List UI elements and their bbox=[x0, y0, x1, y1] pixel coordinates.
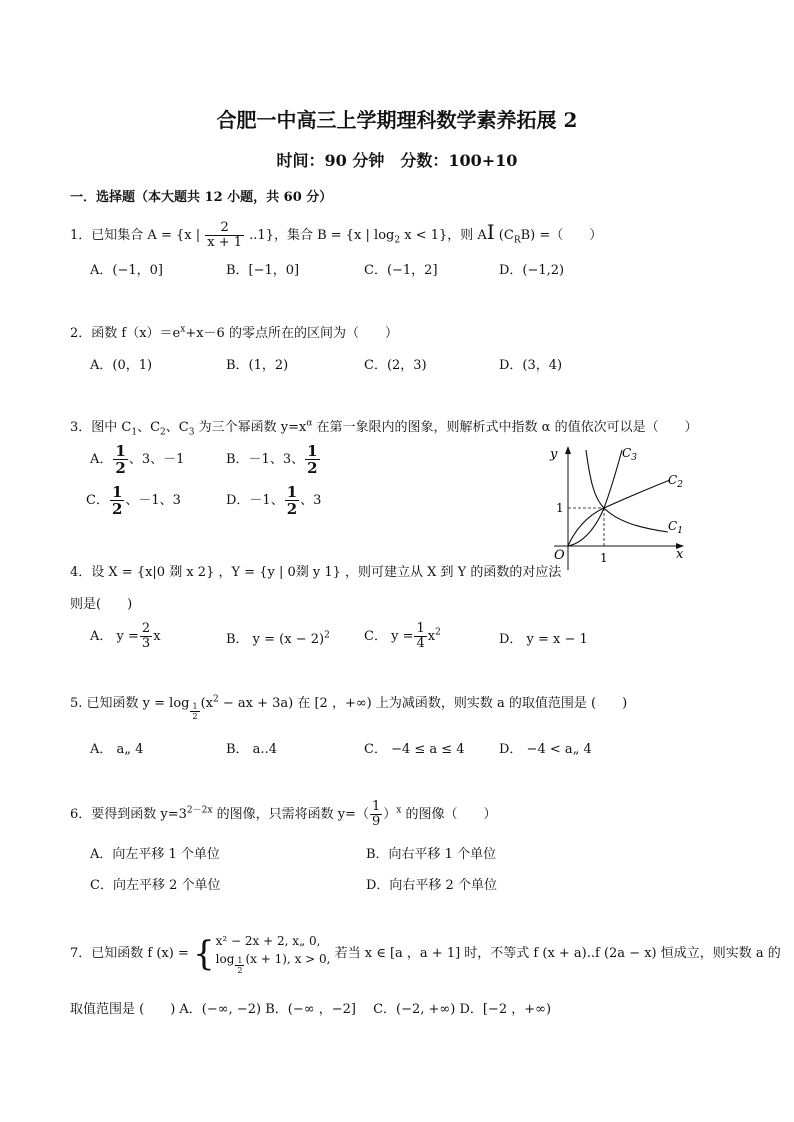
q3-opt-c-half bbox=[110, 484, 124, 517]
q3-opt-b-den: 2 bbox=[307, 459, 318, 477]
q3-opt-b-num: 1 bbox=[307, 442, 318, 460]
q3-option-d[interactable] bbox=[226, 484, 321, 517]
q4-opt-b-text: B． y = (x − 2) bbox=[226, 632, 325, 647]
q5-base-den: 2 bbox=[192, 712, 198, 721]
q5-option-a[interactable]: A． a„ 4 bbox=[90, 742, 144, 757]
q3-opt-a-half bbox=[113, 443, 127, 476]
q7-log-base bbox=[235, 956, 244, 975]
q7-piece-2-rest: (x + 1), x > 0, bbox=[245, 952, 331, 966]
q1-text-b: A = {x | bbox=[147, 228, 201, 243]
q2-text-a: 2．函数 f（x）＝e bbox=[70, 326, 181, 341]
q3-opt-d-rest: 、3 bbox=[300, 493, 322, 508]
q6-text-a: 6．要得到函数 y=3 bbox=[70, 807, 187, 822]
q5-option-c[interactable]: C． −4 ≤ a ≤ 4 bbox=[364, 742, 465, 757]
q3-exponent: α bbox=[306, 418, 313, 429]
graph-c2-label: $C_2$ bbox=[668, 473, 683, 490]
q3-opt-d-label: D．－1、 bbox=[226, 493, 284, 508]
q3-opt-d-den: 2 bbox=[286, 500, 298, 518]
q6-frac-num: 1 bbox=[371, 799, 381, 814]
q3-option-a[interactable] bbox=[90, 443, 184, 476]
q5-text-c: − ax + 3a) 在 [2 ，+∞) 上为减函数，则实数 a 的取值范围是 ( ) bbox=[218, 696, 628, 711]
q3-opt-a-label: A． bbox=[90, 452, 113, 467]
q3-sub-1: 1 bbox=[131, 427, 138, 438]
q4-opt-a-label: A． bbox=[90, 629, 113, 644]
q4-option-a[interactable] bbox=[90, 622, 161, 651]
q5-base-num: 1 bbox=[192, 702, 198, 711]
q4-option-b[interactable] bbox=[226, 628, 330, 647]
q6-option-a[interactable]: A．向左平移 1 个单位 bbox=[90, 847, 220, 862]
q3-option-b[interactable] bbox=[226, 443, 321, 476]
graph-x-one: 1 bbox=[600, 551, 608, 565]
q6-frac-den: 9 bbox=[371, 814, 381, 829]
q3-opt-c-den: 2 bbox=[111, 500, 123, 518]
q3-power-function-graph bbox=[530, 440, 690, 574]
q3-opt-d-half bbox=[285, 484, 299, 517]
q2-option-c[interactable]: C．(2，3) bbox=[364, 358, 427, 373]
q7-base-den: 2 bbox=[237, 966, 243, 975]
q3-text-e: 在第一象限内的图象，则解析式中指数 α 的值依次可以是（ ） bbox=[312, 420, 698, 435]
q1-text-a: 1．已知集合 bbox=[70, 228, 144, 243]
question-4-stem-line1: 4．设 X = {x|0 剟 x 2} ，Y = {y | 0剟 y 1} ，则可建立从 X 到 Y 的函数的对应法 bbox=[70, 565, 562, 580]
q6-sup2: x bbox=[396, 805, 402, 816]
q4-opt-c-post: x bbox=[427, 629, 436, 644]
q2-option-d[interactable]: D．(3，4) bbox=[499, 358, 563, 373]
q4-opt-c-label: C． bbox=[364, 629, 387, 644]
q7-base-num: 1 bbox=[237, 956, 243, 965]
q3-text-c: 、C bbox=[165, 420, 189, 435]
section-heading: 一．选择题（本大题共 12 小题，共 60 分） bbox=[70, 190, 333, 205]
question-5-stem bbox=[70, 692, 627, 721]
graph-x-label: x bbox=[676, 547, 684, 562]
q1-cap-symbol: I bbox=[486, 220, 495, 244]
q7-text-b: 若当 x ∈ [a ，a + 1] 时，不等式 f (x + a)..f (2a − x) 恒成立，则实数 a 的 bbox=[334, 946, 781, 961]
q3-opt-a-num: 1 bbox=[115, 442, 126, 460]
page-title: 合肥一中高三上学期理科数学素养拓展 2 bbox=[216, 108, 578, 132]
curve-c2 bbox=[568, 480, 670, 546]
q3-opt-b-label: B．－1、3、 bbox=[226, 452, 305, 467]
q5-text-a: 5. 已知函数 y = log bbox=[70, 696, 190, 711]
q4-opt-c-sup: 2 bbox=[435, 627, 441, 638]
q4-opt-b-sup: 2 bbox=[324, 630, 330, 641]
q4-option-c[interactable] bbox=[364, 622, 441, 651]
q3-opt-b-half bbox=[305, 443, 319, 476]
question-7-stem-line1 bbox=[70, 932, 781, 975]
q6-option-c[interactable]: C．向左平移 2 个单位 bbox=[90, 878, 221, 893]
q2-option-b[interactable]: B．(1，2) bbox=[226, 358, 289, 373]
q3-sub-3: 3 bbox=[188, 427, 195, 438]
q2-text-b: +x－6 的零点所在的区间为（ ） bbox=[185, 326, 398, 341]
q4-opt-c-frac bbox=[414, 622, 426, 651]
q2-exponent: x bbox=[180, 324, 186, 335]
q1-text-c: ..1}，集合 B = {x | log bbox=[249, 228, 395, 243]
q5-text-b: (x bbox=[200, 696, 213, 711]
graph-origin-label: O bbox=[554, 548, 565, 563]
q1-frac-num: 2 bbox=[205, 221, 244, 236]
graph-y-one: 1 bbox=[556, 501, 564, 515]
q7-piecewise bbox=[216, 932, 331, 975]
question-7-stem-line2: 取值范围是 ( ) A．(−∞, −2) B．(−∞ ，−2] C．(−2, +∞) D．[−2 ，+∞) bbox=[70, 1002, 552, 1017]
q2-option-a[interactable]: A．(0，1) bbox=[90, 358, 153, 373]
q3-text-d: 为三个幂函数 y=x bbox=[194, 420, 307, 435]
q3-opt-a-den: 2 bbox=[115, 459, 126, 477]
q5-sup: 2 bbox=[212, 694, 219, 705]
q7-piece-1: x² − 2x + 2, x„ 0, bbox=[215, 934, 321, 948]
q4-opt-c-pre: y = bbox=[391, 629, 414, 644]
q4-opt-a-den: 3 bbox=[141, 636, 151, 651]
q7-brace: { bbox=[193, 933, 215, 974]
q1-complement-sub: R bbox=[513, 235, 521, 246]
q1-frac-den: x + 1 bbox=[207, 235, 242, 250]
q1-fraction bbox=[205, 221, 244, 250]
q1-text-d: x < 1}，则 A bbox=[400, 228, 487, 243]
question-3-stem bbox=[70, 416, 698, 438]
q6-option-b[interactable]: B．向右平移 1 个单位 bbox=[366, 847, 497, 862]
q4-opt-a-pre: y = bbox=[116, 629, 139, 644]
q1-text-f: B) =（ ） bbox=[520, 228, 603, 243]
q4-opt-a-num: 2 bbox=[141, 621, 151, 636]
q3-opt-a-rest: 、3、－1 bbox=[128, 452, 185, 467]
q1-option-c[interactable]: C．(−1，2] bbox=[364, 263, 438, 278]
graph-y-label: y bbox=[550, 447, 558, 462]
q7-piece-2-log: log bbox=[215, 952, 235, 966]
y-axis-arrow bbox=[565, 446, 571, 454]
q6-text-d: 的图像（ ） bbox=[401, 807, 497, 822]
q1-option-b[interactable]: B．[−1，0] bbox=[226, 263, 300, 278]
graph-c1-label: $C_1$ bbox=[668, 519, 683, 536]
q3-opt-c-label: C． bbox=[86, 493, 109, 508]
q3-option-c[interactable] bbox=[86, 484, 181, 517]
q1-text-e: (C bbox=[494, 228, 514, 243]
q6-text-b: 的图像，只需将函数 y=（ bbox=[212, 807, 369, 822]
q1-option-d[interactable]: D．(−1,2) bbox=[499, 263, 565, 278]
q5-option-d[interactable]: D． −4 < a„ 4 bbox=[499, 742, 592, 757]
q4-opt-c-num: 1 bbox=[416, 621, 425, 636]
q3-text-b: 、C bbox=[137, 420, 161, 435]
page-subtitle: 时间：90 分钟 分数：100+10 bbox=[276, 151, 518, 170]
q3-opt-d-num: 1 bbox=[286, 483, 298, 501]
q5-log-base bbox=[190, 702, 199, 721]
q1-log-base: 2 bbox=[394, 235, 401, 246]
question-1-stem bbox=[70, 220, 602, 250]
q4-opt-a-post: x bbox=[153, 629, 161, 644]
q3-sub-2: 2 bbox=[160, 427, 166, 438]
q6-sup: 2－2x bbox=[186, 805, 213, 816]
q6-text-c: ） bbox=[383, 807, 397, 822]
q7-text-a: 7．已知函数 f (x) = bbox=[70, 946, 189, 961]
question-4-stem-line2: 则是( ) bbox=[70, 597, 133, 612]
q7-piece-2 bbox=[216, 950, 331, 975]
q3-text-a: 3．图中 C bbox=[70, 420, 132, 435]
q6-option-d[interactable]: D．向右平移 2 个单位 bbox=[366, 878, 497, 893]
q5-option-b[interactable]: B． a..4 bbox=[226, 742, 277, 757]
q6-fraction bbox=[370, 800, 382, 829]
q4-option-d[interactable]: D． y = x − 1 bbox=[499, 632, 588, 647]
q1-option-a[interactable]: A．(−1，0] bbox=[90, 263, 163, 278]
question-2-stem bbox=[70, 322, 398, 341]
q3-opt-c-rest: 、－1、3 bbox=[125, 493, 181, 508]
graph-c3-label: $C_3$ bbox=[622, 446, 637, 463]
q4-opt-a-frac bbox=[140, 622, 152, 651]
question-6-stem bbox=[70, 800, 496, 829]
q3-opt-c-num: 1 bbox=[111, 483, 123, 501]
q4-opt-c-den: 4 bbox=[416, 636, 425, 651]
